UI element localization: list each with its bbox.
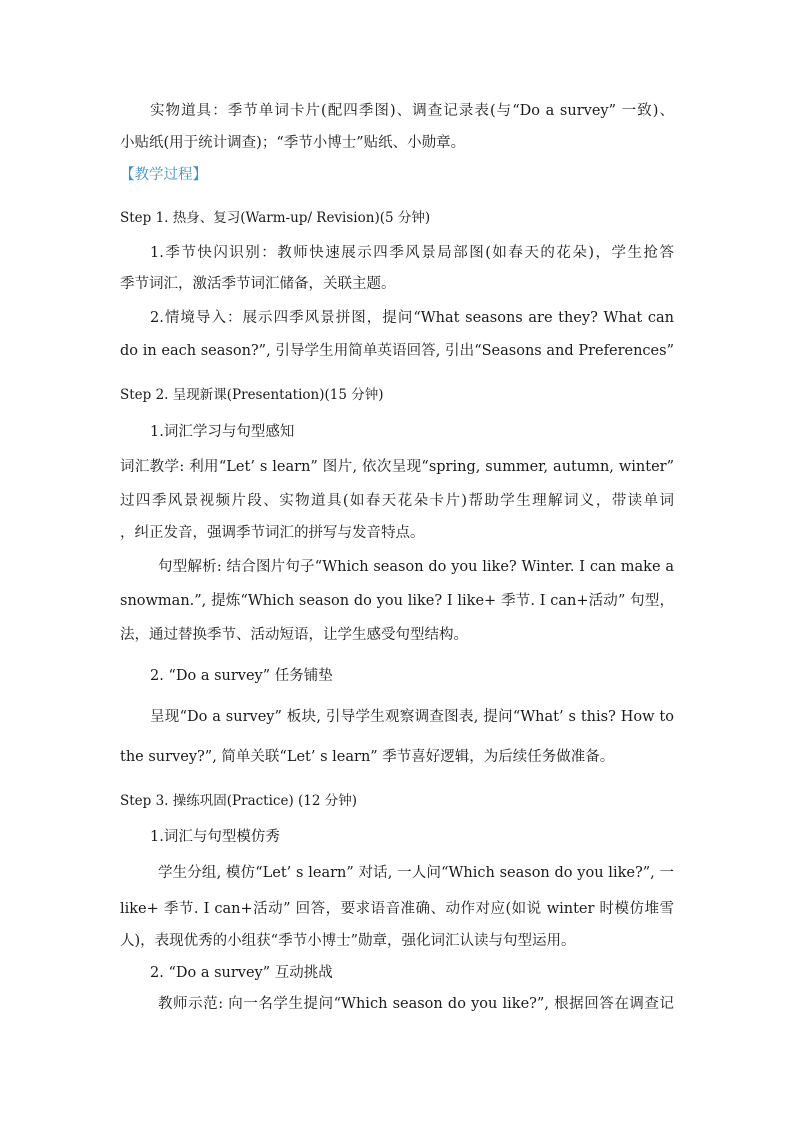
paragraph-line: do in each season?”, 引导学生用简单英语回答, 引出“Seasons and Preferences”	[120, 343, 674, 359]
paragraph-line: like+ 季节. I can+活动” 回答，要求语音准确、动作对应(如说 winter 时模仿堆雪	[120, 901, 674, 917]
paragraph-line: 季节词汇，激活季节词汇储备，关联主题。	[120, 276, 396, 292]
paragraph-line: the survey?”, 简单关联“Let’ s learn” 季节喜好逻辑，为后续任务做准备。	[120, 749, 615, 765]
paragraph-line: 人)，表现优秀的小组获“季节小博士”勋章，强化词汇认读与句型运用。	[120, 933, 576, 949]
paragraph-line: 2.情境导入：展示四季风景拼图，提问“What seasons are they? What can	[150, 310, 674, 326]
step-heading: Step 1. 热身、复习(Warm-up/ Revision)(5 分钟)	[120, 210, 431, 226]
paragraph-line: 法，通过替换季节、活动短语，让学生感受句型结构。	[120, 627, 468, 643]
step-heading: Step 2. 呈现新课(Presentation)(15 分钟)	[120, 387, 384, 403]
paragraph-line: 1.季节快闪识别：教师快速展示四季风景局部图(如春天的花朵)，学生抢答	[150, 245, 674, 261]
section-heading: 【教学过程】	[120, 167, 207, 183]
subheading: 1.词汇与句型模仿秀	[150, 829, 280, 845]
paragraph-line: 小贴纸(用于统计调查)；“季节小博士”贴纸、小勋章。	[120, 135, 466, 151]
paragraph-line: 呈现“Do a survey” 板块, 引导学生观察调查图表, 提问“What’ s this? How to	[150, 709, 674, 725]
step-heading: Step 3. 操练巩固(Practice) (12 分钟)	[120, 793, 358, 809]
paragraph-line: 教师示范: 向一名学生提问“Which season do you like?”, 根据回答在调查记	[158, 996, 674, 1012]
subheading: 1.词汇学习与句型感知	[150, 424, 295, 440]
paragraph-line: 学生分组, 模仿“Let’ s learn” 对话, 一人问“Which season do you like?”, 一	[158, 865, 674, 881]
subheading: 2. “Do a survey” 任务铺垫	[150, 668, 333, 684]
paragraph-line: 实物道具：季节单词卡片(配四季图)、调查记录表(与“Do a survey” 一致)、	[150, 103, 674, 119]
paragraph-line: 过四季风景视频片段、实物道具(如春天花朵卡片)帮助学生理解词义，带读单词	[120, 493, 674, 509]
paragraph-line: 词汇教学: 利用“Let’ s learn” 图片, 依次呈现“spring, summer, autumn, winter”	[120, 459, 674, 475]
paragraph-line: ，纠正发音，强调季节词汇的拼写与发音特点。	[120, 525, 425, 541]
paragraph-line: snowman.”, 提炼“Which season do you like? I like+ 季节. I can+活动” 句型，	[120, 593, 674, 609]
subheading: 2. “Do a survey” 互动挑战	[150, 965, 333, 981]
paragraph-line: 句型解析: 结合图片句子“Which season do you like? Winter. I can make a	[158, 559, 674, 575]
